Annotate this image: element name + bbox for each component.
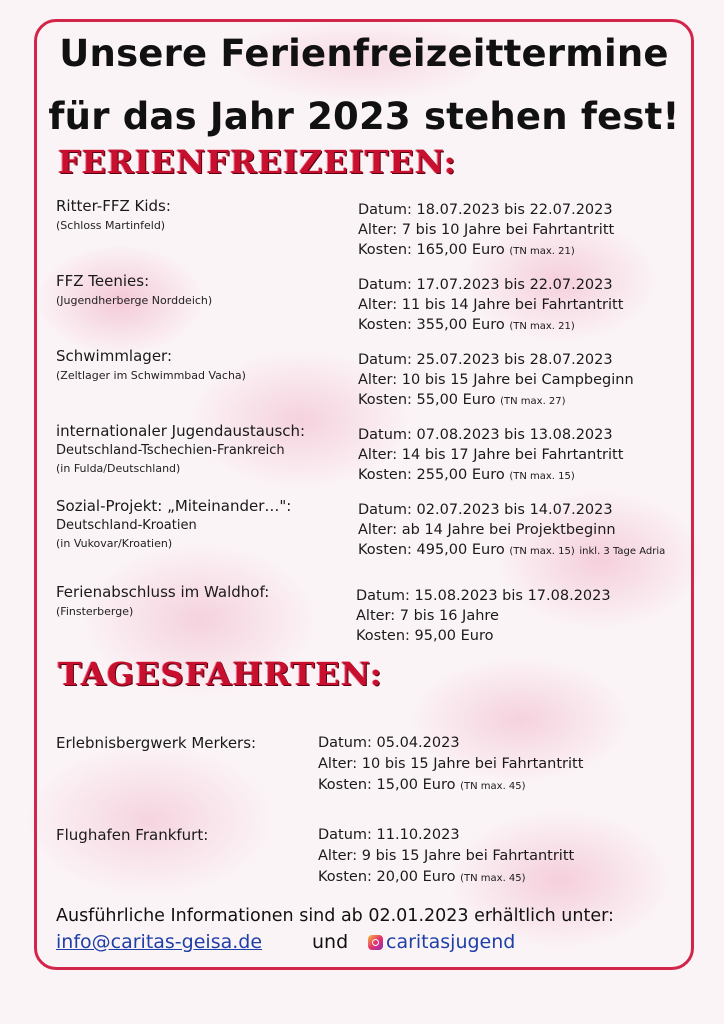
- entry-cost-value: Kosten: 95,00 Euro: [356, 628, 494, 644]
- entry-name: Flughafen Frankfurt:: [56, 826, 209, 844]
- entry-details: [358, 425, 623, 487]
- entry-location: (Zeltlager im Schwimmbad Vacha): [56, 369, 246, 382]
- entry-date: Datum: 07.08.2023 bis 13.08.2023: [358, 427, 613, 443]
- entry-age: Alter: 7 bis 16 Jahre: [356, 608, 499, 624]
- entry-location: (Jugendherberge Norddeich): [56, 294, 213, 307]
- entry-details: [358, 500, 665, 562]
- entry-date: Datum: 17.07.2023 bis 22.07.2023: [358, 277, 613, 293]
- entry-date: Datum: 02.07.2023 bis 14.07.2023: [358, 502, 613, 518]
- entry-cost: [358, 240, 614, 262]
- entry-max-participants: (TN max. 21): [509, 246, 575, 257]
- entry-location: (Schloss Martinfeld): [56, 219, 166, 232]
- entry-name: Sozial-Projekt: „Miteinander…":: [56, 497, 292, 515]
- entry-date: Datum: 15.08.2023 bis 17.08.2023: [356, 588, 611, 604]
- entry-countries: Deutschland-Tschechien-Frankreich: [56, 443, 285, 458]
- entry-location: (Finsterberge): [56, 605, 134, 618]
- entry-name: Erlebnisbergwerk Merkers:: [56, 734, 257, 752]
- entry-max-participants: (TN max. 27): [500, 396, 566, 407]
- section-heading-tagesfahrten: TAGESFAHRTEN:: [58, 655, 383, 693]
- entry-name: FFZ Teenies:: [56, 272, 150, 290]
- entry-age: Alter: 11 bis 14 Jahre bei Fahrtantritt: [358, 297, 624, 313]
- instagram-link[interactable]: [368, 931, 515, 953]
- entry-age: Alter: 10 bis 15 Jahre bei Fahrtantritt: [318, 756, 584, 772]
- entry-cost-value: Kosten: 55,00 Euro: [358, 392, 496, 408]
- headline-line-2: für das Jahr 2023 stehen fest!: [48, 95, 680, 138]
- entry-age: Alter: 10 bis 15 Jahre bei Campbeginn: [358, 372, 634, 388]
- instagram-handle: caritasjugend: [386, 931, 516, 953]
- entry-location: (in Fulda/Deutschland): [56, 462, 181, 475]
- entry-details: [318, 733, 583, 797]
- entry-cost: [318, 867, 574, 889]
- entry-location: (in Vukovar/Kroatien): [56, 537, 173, 550]
- entry-details: [358, 200, 614, 262]
- section-heading-ferienfreizeiten: FERIENFREIZEITEN:: [58, 143, 457, 181]
- instagram-icon: [368, 935, 383, 950]
- headline-line-1: Unsere Ferienfreizeittermine: [59, 32, 669, 75]
- entry-details: [356, 586, 611, 646]
- entry-cost-value: Kosten: 355,00 Euro: [358, 317, 505, 333]
- entry-max-participants: (TN max. 15): [509, 546, 575, 557]
- entry-max-participants: (TN max. 15): [509, 471, 575, 482]
- entry-age: Alter: 14 bis 17 Jahre bei Fahrtantritt: [358, 447, 624, 463]
- entry-cost: [358, 390, 634, 412]
- entry-date: Datum: 18.07.2023 bis 22.07.2023: [358, 202, 613, 218]
- entry-cost-value: Kosten: 165,00 Euro: [358, 242, 505, 258]
- entry-cost-value: Kosten: 15,00 Euro: [318, 777, 456, 793]
- entry-cost-value: Kosten: 255,00 Euro: [358, 467, 505, 483]
- entry-details: [318, 825, 574, 889]
- entry-countries: Deutschland-Kroatien: [56, 518, 197, 533]
- and-text: und: [312, 931, 349, 953]
- info-text: Ausführliche Informationen sind ab 02.01.2023 erhältlich unter:: [56, 906, 614, 926]
- entry-cost: [358, 465, 623, 487]
- entry-details: [358, 275, 623, 337]
- entry-name: Ferienabschluss im Waldhof:: [56, 583, 270, 601]
- entry-name: internationaler Jugendaustausch:: [56, 422, 306, 440]
- entry-name: Ritter-FFZ Kids:: [56, 197, 171, 215]
- entry-max-participants: (TN max. 45): [460, 873, 526, 884]
- entry-cost: [318, 775, 583, 797]
- entry-name: Schwimmlager:: [56, 347, 173, 365]
- entry-extra-note: inkl. 3 Tage Adria: [579, 546, 666, 557]
- entry-cost: [358, 315, 623, 337]
- entry-date: Datum: 05.04.2023: [318, 735, 460, 751]
- entry-age: Alter: 7 bis 10 Jahre bei Fahrtantritt: [358, 222, 615, 238]
- entry-max-participants: (TN max. 45): [460, 781, 526, 792]
- entry-age: Alter: ab 14 Jahre bei Projektbeginn: [358, 522, 616, 538]
- entry-age: Alter: 9 bis 15 Jahre bei Fahrtantritt: [318, 848, 575, 864]
- entry-date: Datum: 25.07.2023 bis 28.07.2023: [358, 352, 613, 368]
- entry-cost: [356, 626, 611, 646]
- entry-cost-value: Kosten: 495,00 Euro: [358, 542, 505, 558]
- entry-details: [358, 350, 634, 412]
- entry-cost-value: Kosten: 20,00 Euro: [318, 869, 456, 885]
- entry-date: Datum: 11.10.2023: [318, 827, 460, 843]
- email-link[interactable]: info@caritas-geisa.de: [56, 931, 263, 953]
- entry-cost: [358, 540, 665, 562]
- entry-max-participants: (TN max. 21): [509, 321, 575, 332]
